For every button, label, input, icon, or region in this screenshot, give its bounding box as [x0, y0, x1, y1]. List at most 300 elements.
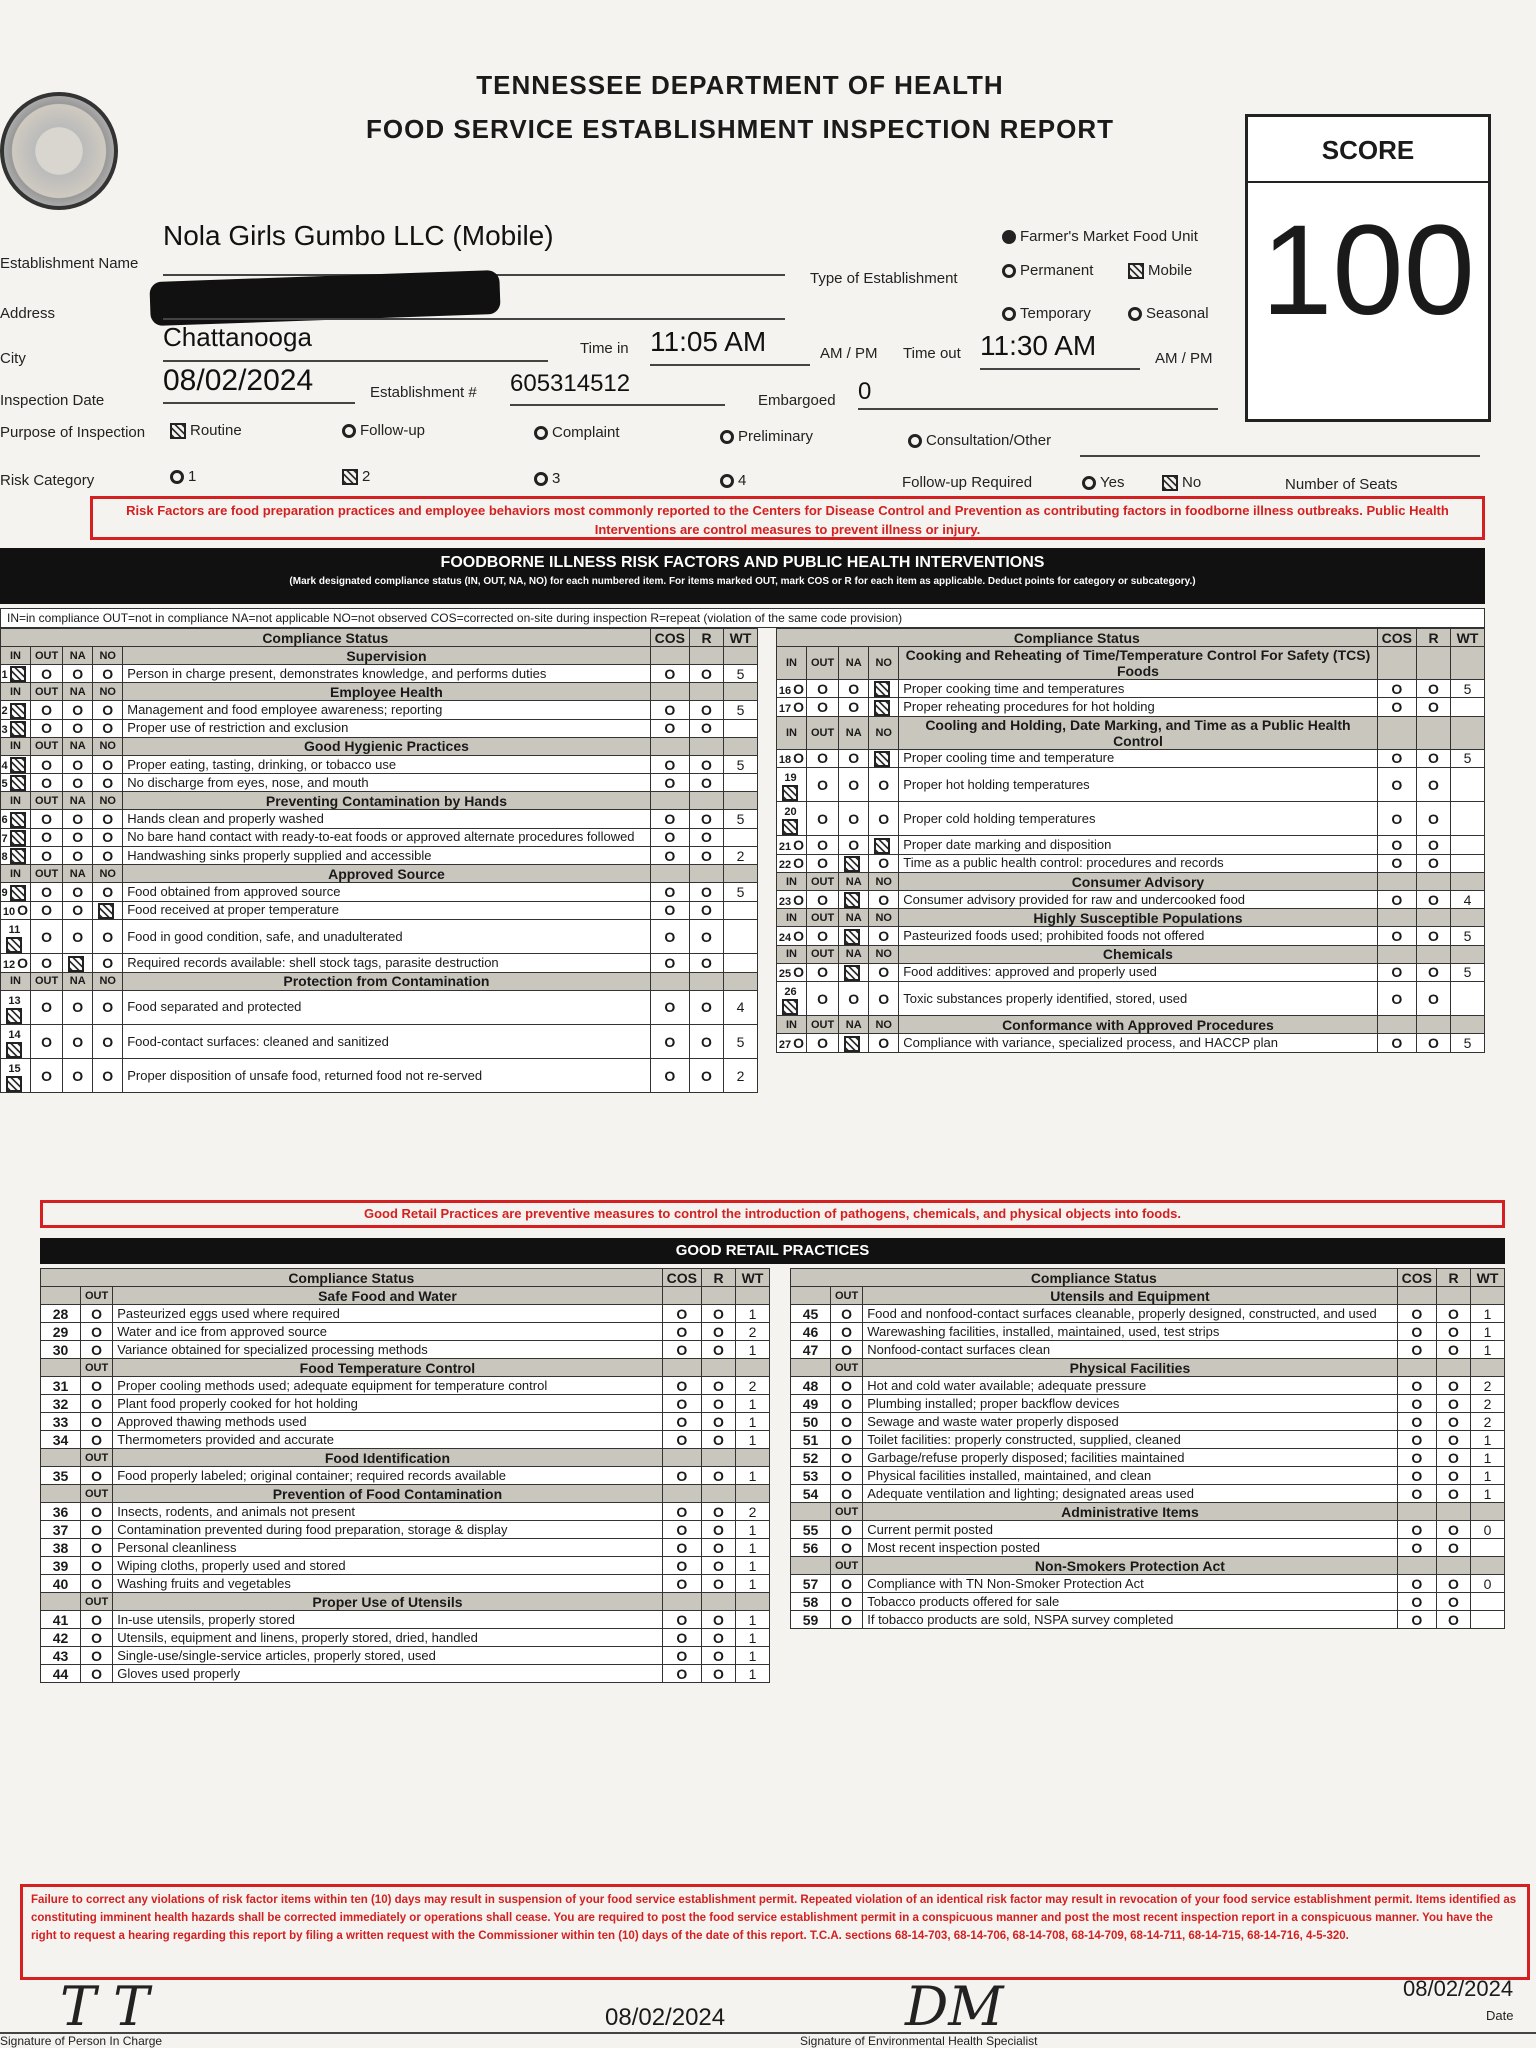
col-cos-mark[interactable]: O [1397, 1341, 1436, 1359]
mark-out[interactable]: O [81, 1413, 113, 1431]
mark-no[interactable] [93, 954, 123, 972]
mark-out[interactable] [807, 767, 839, 801]
checked-mark [782, 785, 798, 801]
mark-na[interactable] [63, 828, 93, 846]
mark-out[interactable]: O [81, 1557, 113, 1575]
mark-out[interactable]: O [81, 1647, 113, 1665]
circle-mark: O [72, 829, 84, 846]
mark-na[interactable] [63, 954, 93, 972]
col-r-mark[interactable]: O [1417, 854, 1451, 872]
col-cos-mark[interactable]: O [650, 755, 689, 773]
mark-out[interactable]: O [831, 1539, 863, 1557]
mark-na[interactable] [63, 774, 93, 792]
col-cos-mark[interactable]: O [650, 990, 689, 1024]
mark-in[interactable] [777, 767, 807, 801]
section-blank [1437, 1557, 1471, 1575]
col-r-mark[interactable]: O [690, 1059, 724, 1093]
mark-out[interactable]: O [831, 1431, 863, 1449]
mark-na[interactable] [63, 701, 93, 719]
mark-out[interactable]: O [81, 1377, 113, 1395]
col-in: IN [777, 647, 807, 680]
item-weight [724, 774, 758, 792]
col-r-mark[interactable]: O [1417, 767, 1451, 801]
col-r-mark[interactable]: O [690, 719, 724, 737]
mark-na[interactable] [839, 802, 869, 836]
mark-na[interactable] [839, 749, 869, 767]
radio-risk-4[interactable] [720, 474, 734, 488]
mark-out[interactable] [31, 847, 63, 865]
mark-out[interactable]: O [831, 1521, 863, 1539]
mark-out[interactable]: O [81, 1611, 113, 1629]
mark-na[interactable] [839, 767, 869, 801]
item-weight: 2 [736, 1323, 770, 1341]
col-r-mark[interactable]: O [1417, 802, 1451, 836]
mark-no[interactable] [93, 755, 123, 773]
col-r-mark[interactable]: O [702, 1521, 736, 1539]
col-r-mark[interactable]: O [1437, 1305, 1471, 1323]
mark-out[interactable]: O [81, 1539, 113, 1557]
col-cos-mark[interactable]: O [662, 1395, 701, 1413]
col-cos-mark[interactable]: O [662, 1557, 701, 1575]
mark-na[interactable] [839, 927, 869, 945]
mark-out[interactable] [31, 901, 63, 919]
item-number: 35 [41, 1467, 81, 1485]
mark-in[interactable] [1, 919, 31, 953]
col-cos-mark[interactable]: O [650, 828, 689, 846]
col-cos-mark[interactable]: O [662, 1629, 701, 1647]
mark-no[interactable] [869, 891, 899, 909]
mark-out[interactable] [31, 919, 63, 953]
col-r-mark[interactable]: O [702, 1647, 736, 1665]
mark-out[interactable]: O [81, 1323, 113, 1341]
mark-na[interactable] [63, 901, 93, 919]
mark-no[interactable] [93, 810, 123, 828]
col-r-mark[interactable]: O [1437, 1449, 1471, 1467]
col-r-mark[interactable]: O [1437, 1611, 1471, 1629]
col-in: IN [1, 647, 31, 665]
col-cos-mark[interactable]: O [662, 1305, 701, 1323]
mark-no[interactable] [869, 981, 899, 1015]
table-row [41, 1521, 770, 1539]
col-cos-mark[interactable]: O [650, 954, 689, 972]
mark-no[interactable] [93, 901, 123, 919]
col-out: OUT [81, 1359, 113, 1377]
section-blank [650, 865, 689, 883]
mark-out[interactable]: O [831, 1341, 863, 1359]
col-cos-mark[interactable]: O [1377, 680, 1416, 698]
mark-no[interactable] [869, 927, 899, 945]
radio-followup[interactable] [342, 424, 356, 438]
mark-out[interactable]: O [81, 1629, 113, 1647]
col-cos-mark[interactable]: O [662, 1611, 701, 1629]
mark-no[interactable] [869, 749, 899, 767]
col-r-mark[interactable]: O [690, 755, 724, 773]
col-r-mark[interactable]: O [702, 1539, 736, 1557]
mark-in[interactable] [1, 1024, 31, 1058]
mark-in[interactable] [1, 883, 31, 901]
mark-in[interactable] [1, 828, 31, 846]
mark-no[interactable] [869, 1034, 899, 1052]
mark-out[interactable]: O [81, 1431, 113, 1449]
mark-out[interactable]: O [81, 1467, 113, 1485]
radio-farmers[interactable] [1002, 230, 1016, 244]
mark-no[interactable] [93, 774, 123, 792]
col-r-mark[interactable]: O [1437, 1521, 1471, 1539]
mark-in[interactable] [777, 836, 807, 854]
col-r-mark[interactable]: O [1417, 981, 1451, 1015]
col-r-mark[interactable]: O [1417, 963, 1451, 981]
mark-out[interactable]: O [831, 1413, 863, 1431]
mark-in[interactable] [1, 990, 31, 1024]
col-in: IN [1, 792, 31, 810]
item-text: Proper reheating procedures for hot holding [899, 698, 1377, 716]
col-cos-mark[interactable]: O [1377, 963, 1416, 981]
type-mobile: Mobile [1128, 262, 1192, 279]
mark-na[interactable] [63, 847, 93, 865]
col-cos-mark[interactable]: O [650, 883, 689, 901]
col-cos-mark[interactable]: O [650, 1024, 689, 1058]
col-cos-mark[interactable]: O [662, 1503, 701, 1521]
table-row [791, 1377, 1505, 1395]
mark-na[interactable] [839, 963, 869, 981]
mark-in[interactable] [777, 854, 807, 872]
col-cos-mark[interactable]: O [662, 1341, 701, 1359]
mark-no[interactable] [93, 1059, 123, 1093]
col-cos-mark[interactable]: O [650, 919, 689, 953]
item-weight: 4 [1451, 891, 1485, 909]
mark-out[interactable] [807, 698, 839, 716]
col-cos-mark[interactable]: O [650, 719, 689, 737]
mark-out[interactable]: O [81, 1395, 113, 1413]
mark-no[interactable] [93, 828, 123, 846]
radio-risk-1[interactable] [170, 470, 184, 484]
mark-in[interactable] [777, 749, 807, 767]
mark-in[interactable] [777, 927, 807, 945]
col-cos-mark[interactable]: O [662, 1521, 701, 1539]
col-r-mark[interactable]: O [702, 1611, 736, 1629]
mark-no[interactable] [93, 1024, 123, 1058]
col-r-mark[interactable]: O [702, 1557, 736, 1575]
mark-na[interactable] [839, 680, 869, 698]
mark-out[interactable] [31, 883, 63, 901]
col-cos-mark[interactable]: O [1397, 1449, 1436, 1467]
radio-preliminary[interactable] [720, 430, 734, 444]
section-row [791, 1503, 1505, 1521]
mark-in[interactable] [1, 954, 31, 972]
mark-in[interactable] [777, 1034, 807, 1052]
check-routine[interactable] [170, 423, 186, 439]
col-cos-mark[interactable]: O [650, 901, 689, 919]
mark-in[interactable] [777, 802, 807, 836]
col-r-mark[interactable]: O [690, 701, 724, 719]
mark-na[interactable] [839, 981, 869, 1015]
col-cos-mark[interactable]: O [1377, 802, 1416, 836]
col-r-mark[interactable]: O [1417, 891, 1451, 909]
radio-permanent[interactable] [1002, 264, 1016, 278]
col-r-mark[interactable]: O [690, 1024, 724, 1058]
mark-in[interactable] [1, 665, 31, 683]
mark-out[interactable] [31, 810, 63, 828]
col-r-mark[interactable]: O [690, 883, 724, 901]
col-cos-mark[interactable]: O [1397, 1575, 1436, 1593]
mark-out[interactable] [31, 828, 63, 846]
col-cos-mark[interactable]: O [1397, 1413, 1436, 1431]
col-cos-mark[interactable]: O [1397, 1467, 1436, 1485]
mark-no[interactable] [93, 719, 123, 737]
radio-temporary[interactable] [1002, 307, 1016, 321]
mark-out[interactable]: O [831, 1395, 863, 1413]
mark-out[interactable]: O [81, 1503, 113, 1521]
mark-na[interactable] [63, 755, 93, 773]
col-cos-mark[interactable]: O [650, 1059, 689, 1093]
mark-in[interactable] [1, 755, 31, 773]
col-r-mark[interactable]: O [690, 847, 724, 865]
col-cos-mark[interactable]: O [1377, 698, 1416, 716]
col-r-mark[interactable]: O [1437, 1485, 1471, 1503]
col-out: OUT [807, 647, 839, 680]
col-r-mark[interactable]: O [702, 1665, 736, 1683]
mark-out[interactable] [31, 1024, 63, 1058]
col-r-mark[interactable]: O [1437, 1431, 1471, 1449]
col-cos-mark[interactable]: O [662, 1467, 701, 1485]
col-cos-mark[interactable]: O [1377, 854, 1416, 872]
mark-na[interactable] [63, 810, 93, 828]
mark-no[interactable] [869, 767, 899, 801]
section-row [777, 1016, 1485, 1034]
col-cos-mark[interactable]: O [1377, 927, 1416, 945]
col-cos-mark[interactable]: O [650, 810, 689, 828]
mark-na[interactable] [839, 854, 869, 872]
col-cos-mark[interactable]: O [650, 665, 689, 683]
circle-mark: O [72, 902, 84, 919]
mark-na[interactable] [63, 883, 93, 901]
mark-out[interactable]: O [81, 1341, 113, 1359]
mark-out[interactable]: O [831, 1323, 863, 1341]
mark-out[interactable] [807, 891, 839, 909]
col-cos-mark[interactable]: O [1377, 891, 1416, 909]
mark-in[interactable] [777, 963, 807, 981]
section-blank [1437, 1287, 1471, 1305]
mark-out[interactable]: O [81, 1665, 113, 1683]
col-r-mark[interactable]: O [690, 919, 724, 953]
col-r-mark[interactable]: O [702, 1575, 736, 1593]
col-cos-mark[interactable]: O [662, 1575, 701, 1593]
col-cos-mark[interactable]: O [1397, 1485, 1436, 1503]
col-cos-mark[interactable]: O [662, 1665, 701, 1683]
mark-no[interactable] [869, 802, 899, 836]
col-r-mark[interactable]: O [1417, 680, 1451, 698]
col-cos-mark[interactable]: O [1377, 767, 1416, 801]
col-cos-mark[interactable]: O [662, 1539, 701, 1557]
col-cos-mark[interactable]: O [1397, 1377, 1436, 1395]
mark-in[interactable] [1, 774, 31, 792]
mark-no[interactable] [869, 680, 899, 698]
mark-out[interactable] [807, 963, 839, 981]
col-r-mark[interactable]: O [702, 1431, 736, 1449]
check-risk-2[interactable] [342, 469, 358, 485]
mark-na[interactable] [63, 1059, 93, 1093]
col-cos-mark[interactable]: O [650, 701, 689, 719]
mark-out[interactable] [807, 836, 839, 854]
col-r-mark[interactable]: O [1417, 698, 1451, 716]
col-r-mark[interactable]: O [1437, 1341, 1471, 1359]
mark-out[interactable]: O [831, 1467, 863, 1485]
col-r-mark[interactable]: O [1437, 1539, 1471, 1557]
circle-mark: O [41, 928, 53, 945]
col-r-mark[interactable]: O [1437, 1323, 1471, 1341]
col-cos-mark[interactable]: O [1377, 981, 1416, 1015]
radio-followup-yes[interactable] [1082, 476, 1096, 490]
col-r-mark[interactable]: O [1437, 1467, 1471, 1485]
col-cos-mark[interactable]: O [650, 774, 689, 792]
mark-no[interactable] [93, 883, 123, 901]
col-r-mark[interactable]: O [702, 1377, 736, 1395]
mark-no[interactable] [93, 919, 123, 953]
mark-out[interactable] [807, 981, 839, 1015]
mark-out[interactable]: O [831, 1611, 863, 1629]
col-in: IN [1, 972, 31, 990]
col-cos-mark[interactable]: O [662, 1413, 701, 1431]
col-cos-mark[interactable]: O [1397, 1323, 1436, 1341]
check-mobile[interactable] [1128, 263, 1144, 279]
col-r-mark[interactable]: O [702, 1413, 736, 1431]
col-r-mark[interactable]: O [702, 1341, 736, 1359]
col-cos-mark[interactable]: O [1397, 1395, 1436, 1413]
mark-out[interactable] [807, 927, 839, 945]
col-cos-mark[interactable]: O [1397, 1521, 1436, 1539]
col-r-mark[interactable]: O [1437, 1575, 1471, 1593]
col-cos-mark[interactable]: O [1377, 749, 1416, 767]
mark-no[interactable] [869, 698, 899, 716]
mark-no[interactable] [869, 836, 899, 854]
radio-seasonal[interactable] [1128, 307, 1142, 321]
mark-out[interactable] [807, 802, 839, 836]
col-r-mark[interactable]: O [690, 810, 724, 828]
col-r-mark[interactable]: O [702, 1629, 736, 1647]
mark-in[interactable] [1, 1059, 31, 1093]
mark-na[interactable] [839, 698, 869, 716]
mark-in[interactable] [1, 810, 31, 828]
item-weight [1451, 836, 1485, 854]
mark-in[interactable] [777, 698, 807, 716]
mark-out[interactable] [31, 774, 63, 792]
mark-in[interactable] [777, 891, 807, 909]
mark-na[interactable] [63, 719, 93, 737]
col-r-mark[interactable]: O [1437, 1395, 1471, 1413]
mark-na[interactable] [839, 891, 869, 909]
col-cos-mark[interactable]: O [662, 1377, 701, 1395]
col-r-mark[interactable]: O [690, 954, 724, 972]
mark-in[interactable] [777, 981, 807, 1015]
mark-in[interactable] [1, 901, 31, 919]
col-r-mark[interactable]: O [702, 1323, 736, 1341]
mark-na[interactable] [63, 919, 93, 953]
col-cos-mark[interactable]: O [1377, 836, 1416, 854]
col-cos-mark[interactable]: O [1397, 1305, 1436, 1323]
mark-na[interactable] [63, 1024, 93, 1058]
mark-out[interactable] [31, 719, 63, 737]
mark-no[interactable] [869, 854, 899, 872]
col-r-mark[interactable]: O [702, 1395, 736, 1413]
col-cos-mark[interactable]: O [1377, 1034, 1416, 1052]
col-r-mark[interactable]: O [1417, 1034, 1451, 1052]
radio-risk-3[interactable] [534, 472, 548, 486]
col-cos-mark[interactable]: O [662, 1323, 701, 1341]
col-r-mark[interactable]: O [1437, 1593, 1471, 1611]
col-cos-mark[interactable]: O [1397, 1539, 1436, 1557]
mark-no[interactable] [93, 990, 123, 1024]
radio-complaint[interactable] [534, 426, 548, 440]
mark-na[interactable] [839, 1034, 869, 1052]
col-r-mark[interactable]: O [1437, 1377, 1471, 1395]
mark-out[interactable]: O [81, 1575, 113, 1593]
col-r-mark[interactable]: O [690, 774, 724, 792]
col-r-mark[interactable]: O [702, 1467, 736, 1485]
mark-out[interactable] [31, 755, 63, 773]
mark-no[interactable] [93, 665, 123, 683]
mark-out[interactable] [31, 954, 63, 972]
mark-in[interactable] [1, 847, 31, 865]
col-r-mark[interactable]: O [1417, 927, 1451, 945]
col-r-mark[interactable]: O [702, 1503, 736, 1521]
mark-out[interactable] [31, 990, 63, 1024]
circle-mark: O [817, 964, 829, 981]
mark-out[interactable]: O [81, 1521, 113, 1539]
radio-consultation[interactable] [908, 434, 922, 448]
mark-out[interactable] [31, 1059, 63, 1093]
mark-out[interactable] [807, 680, 839, 698]
mark-na[interactable] [839, 836, 869, 854]
col-r-mark[interactable]: O [690, 901, 724, 919]
mark-in[interactable] [1, 701, 31, 719]
col-r-mark[interactable]: O [1417, 836, 1451, 854]
mark-out[interactable] [807, 1034, 839, 1052]
mark-out[interactable]: O [831, 1305, 863, 1323]
col-r-mark[interactable]: O [702, 1305, 736, 1323]
mark-out[interactable] [807, 854, 839, 872]
mark-no[interactable] [93, 847, 123, 865]
mark-out[interactable]: O [831, 1593, 863, 1611]
mark-out[interactable] [807, 749, 839, 767]
mark-out[interactable]: O [81, 1305, 113, 1323]
col-r-mark[interactable]: O [1437, 1413, 1471, 1431]
mark-out[interactable] [31, 665, 63, 683]
col-cos-mark[interactable]: O [662, 1431, 701, 1449]
col-cos-mark[interactable]: O [1397, 1593, 1436, 1611]
mark-no[interactable] [869, 963, 899, 981]
mark-out[interactable] [31, 701, 63, 719]
mark-in[interactable] [1, 719, 31, 737]
col-cos-mark[interactable]: O [650, 847, 689, 865]
col-r-mark[interactable]: O [690, 828, 724, 846]
mark-na[interactable] [63, 990, 93, 1024]
mark-in[interactable] [777, 680, 807, 698]
mark-out[interactable]: O [831, 1575, 863, 1593]
col-cos-mark[interactable]: O [1397, 1431, 1436, 1449]
mark-out[interactable]: O [831, 1449, 863, 1467]
risk-4: 4 [720, 472, 746, 489]
col-cos-mark[interactable]: O [1397, 1611, 1436, 1629]
mark-out[interactable]: O [831, 1485, 863, 1503]
mark-na[interactable] [63, 665, 93, 683]
mark-no[interactable] [93, 701, 123, 719]
col-r-mark[interactable]: O [1417, 749, 1451, 767]
col-cos-mark[interactable]: O [662, 1647, 701, 1665]
col-r-mark[interactable]: O [690, 665, 724, 683]
col-r-mark[interactable]: O [690, 990, 724, 1024]
check-followup-no[interactable] [1162, 475, 1178, 491]
mark-out[interactable]: O [831, 1377, 863, 1395]
